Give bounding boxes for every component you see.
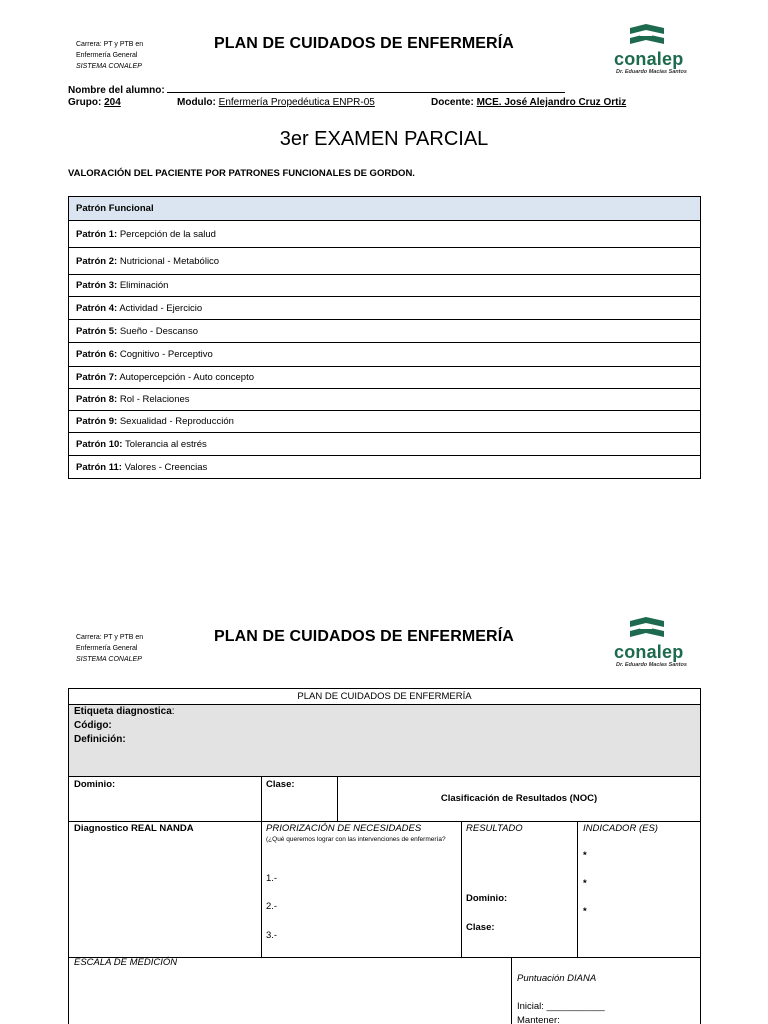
group-label: Grupo: [68,97,102,108]
pattern-label: Patrón 7: [76,372,118,383]
care-plan-title: PLAN DE CUIDADOS DE ENFERMERÍA [69,689,700,705]
student-name-label: Nombre del alumno: [68,85,165,96]
pattern-label: Patrón 8: [76,394,118,405]
career-line-3: SISTEMA CONALEP [76,63,142,70]
table-row [69,343,701,367]
conalep-logo [612,22,700,76]
career-info [76,39,143,72]
noc-label: Clasificación de Resultados (NOC) [440,793,598,804]
teacher-row [431,97,626,109]
career-line-2: Enfermería General [76,52,138,59]
divider [337,777,338,821]
table-row [69,456,701,479]
pattern-value: Sexualidad - Reproducción [119,416,234,427]
table-row [69,275,701,297]
career-line-2: Enfermería General [76,645,138,652]
career-line-1: Carrera: PT y PTB en [76,634,144,641]
care-plan-form [68,688,701,1024]
diagnostic-label-row [74,706,175,717]
career-line-3: SISTEMA CONALEP [76,656,142,663]
document-title: PLAN DE CUIDADOS DE ENFERMERÍA [214,35,514,52]
scale-label: ESCALA DE MEDICIÓN [74,957,178,968]
career-line-1: Carrera: PT y PTB en [76,41,144,48]
pattern-label: Patrón 2: [76,255,118,267]
pattern-value: Actividad - Ejercicio [119,302,203,314]
table-row [69,248,701,275]
pattern-label: Patrón 1: [76,228,118,240]
patterns-table-header [69,197,701,221]
pattern-value: Sueño - Descanso [119,325,198,337]
result-class-label: Clase: [466,922,495,933]
pattern-label: Patrón 10: [76,438,123,450]
conalep-logo-page2 [612,615,700,669]
class-label: Clase: [266,779,295,790]
divider [69,821,700,822]
module-label: Modulo: [177,97,216,108]
diagnostic-section [69,705,700,777]
table-row [69,411,701,433]
result-domain-label: Dominio: [466,893,508,904]
priority-item-2: 2.- [266,901,278,912]
document-title-page2: PLAN DE CUIDADOS DE ENFERMERÍA [214,628,514,645]
priority-question: (¿Qué queremos lograr con las intervenciones de enfermería? [266,836,446,843]
module-row [177,97,375,109]
definition-label: Definición: [74,734,126,745]
table-row [69,297,701,320]
table-row [69,367,701,389]
pattern-value: Tolerancia al estrés [124,438,207,450]
teacher-value: MCE. José Alejandro Cruz Ortiz [476,97,627,108]
patterns-table [68,196,701,479]
pattern-label: Patrón 9: [76,416,118,427]
student-name-row [68,83,565,97]
indicator-bullet: * [583,878,587,889]
nanda-label: Diagnostico REAL NANDA [74,823,194,834]
module-value: Enfermería Propedéutica ENPR-05 [218,97,375,108]
divider [461,821,462,957]
maintain-label: Mantener: [517,1015,560,1024]
pattern-label: Patrón 5: [76,325,118,337]
table-row [69,433,701,456]
divider [577,821,578,957]
priority-item-3: 3.- [266,930,278,941]
diagnostic-label: Etiqueta diagnostica [74,706,172,717]
logo-subtext: Dr. Eduardo Macías Santos [616,69,687,75]
table-row [69,320,701,343]
group-row [68,97,121,109]
indicator-label: INDICADOR (ES) [583,823,658,834]
student-name-field[interactable] [167,83,565,93]
priority-item-1: 1.- [266,873,278,884]
pattern-label: Patrón 4: [76,302,118,314]
table-row [69,221,701,248]
pattern-value: Rol - Relaciones [119,394,190,405]
diana-label: Puntuación DIANA [517,973,597,984]
group-value: 204 [104,97,121,108]
divider [511,957,512,1024]
diagnostic-colon: : [171,706,175,717]
pattern-label: Patrón 6: [76,349,118,360]
conalep-emblem-icon [612,22,682,50]
teacher-label: Docente: [431,97,474,108]
conalep-emblem-icon [612,615,682,643]
exam-title: 3er EXAMEN PARCIAL [279,128,489,150]
logo-text: conalep [614,49,684,69]
code-label: Código: [74,720,112,731]
pattern-value: Eliminación [119,280,169,291]
logo-text: conalep [614,642,684,662]
pattern-value: Percepción de la salud [119,228,216,240]
logo-subtext: Dr. Eduardo Macías Santos [616,662,687,668]
pattern-value: Autopercepción - Auto concepto [119,372,254,383]
table-row [69,389,701,411]
result-label: RESULTADO [466,823,523,834]
section-label: VALORACIÓN DEL PACIENTE POR PATRONES FUNCIONALES DE GORDON. [68,168,415,179]
indicator-bullet: * [583,906,587,917]
pattern-label: Patrón 3: [76,280,118,291]
divider [261,777,262,957]
domain-label: Dominio: [74,779,116,790]
career-info-page2 [76,632,143,665]
patterns-header-cell: Patrón Funcional [69,197,701,221]
pattern-value: Nutricional - Metabólico [119,255,220,267]
pattern-label: Patrón 11: [76,461,122,473]
initial-label: Inicial: ___________ [517,1001,605,1012]
priority-label: PRIORIZACIÓN DE NECESIDADES [266,823,422,834]
pattern-value: Cognitivo - Perceptivo [119,349,213,360]
pattern-value: Valores - Creencias [124,461,208,473]
indicator-bullet: * [583,850,587,861]
